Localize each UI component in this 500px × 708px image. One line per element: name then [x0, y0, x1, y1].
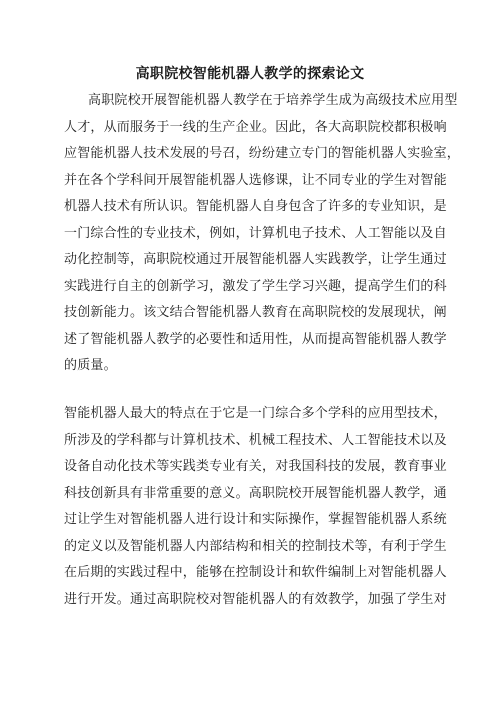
- paragraph-2: [64, 401, 447, 613]
- paragraph-line: 动化控制等，高职院校通过开展智能机器人实践教学，让学生通过: [64, 252, 447, 267]
- paragraph-line: 述了智能机器人教学的必要性和适用性，从而提高智能机器人教学: [64, 331, 447, 347]
- paragraph-line: 的质量。: [64, 358, 117, 373]
- paragraph-line: 的定义以及智能机器人内部结构和相关的控制技术等，有利于学生: [64, 538, 447, 554]
- paragraph-line: 技创新能力。该文结合智能机器人教育在高职院校的发展现状，阐: [64, 305, 447, 320]
- paragraph-line: 进行开发。通过高职院校对智能机器人的有效教学，加强了学生对: [64, 591, 447, 607]
- paragraph-line: 所涉及的学科都与计算机技术、机械工程技术、人工智能技术以及: [64, 432, 447, 448]
- paragraph-line: 设备自动化技术等实践类专业有关，对我国科技的发展，教育事业: [64, 459, 447, 474]
- paragraph-line: 机器人技术有所认识。智能机器人自身包含了许多的专业知识，是: [64, 199, 447, 214]
- paragraph-1: [64, 88, 461, 380]
- paragraph-line: 一门综合性的专业技术，例如，计算机电子技术、人工智能以及自: [64, 225, 447, 241]
- paragraph-line: 高职院校开展智能机器人教学在于培养学生成为高级技术应用型: [88, 93, 458, 108]
- paragraph-line: 并在各个学科间开展智能机器人选修课，让不同专业的学生对智能: [64, 172, 447, 188]
- paragraph-line: 在后期的实践过程中，能够在控制设计和软件编制上对智能机器人: [64, 565, 447, 580]
- paragraph-line: 过让学生对智能机器人进行设计和实际操作，掌握智能机器人系统: [64, 512, 447, 527]
- paragraph-line: 实践进行自主的创新学习，激发了学生学习兴趣，提高学生们的科: [64, 278, 447, 294]
- paragraph-line: 应智能机器人技术发展的号召，纷纷建立专门的智能机器人实验室，: [64, 146, 461, 161]
- paragraph-line: 智能机器人最大的特点在于它是一门综合多个学科的应用型技术，: [64, 406, 447, 421]
- paragraph-line: 科技创新具有非常重要的意义。高职院校开展智能机器人教学，通: [64, 485, 447, 501]
- document-title: 高职院校智能机器人教学的探索论文: [135, 66, 365, 82]
- paragraph-line: 人才，从而服务于一线的生产企业。因此，各大高职院校都积极响: [64, 119, 447, 135]
